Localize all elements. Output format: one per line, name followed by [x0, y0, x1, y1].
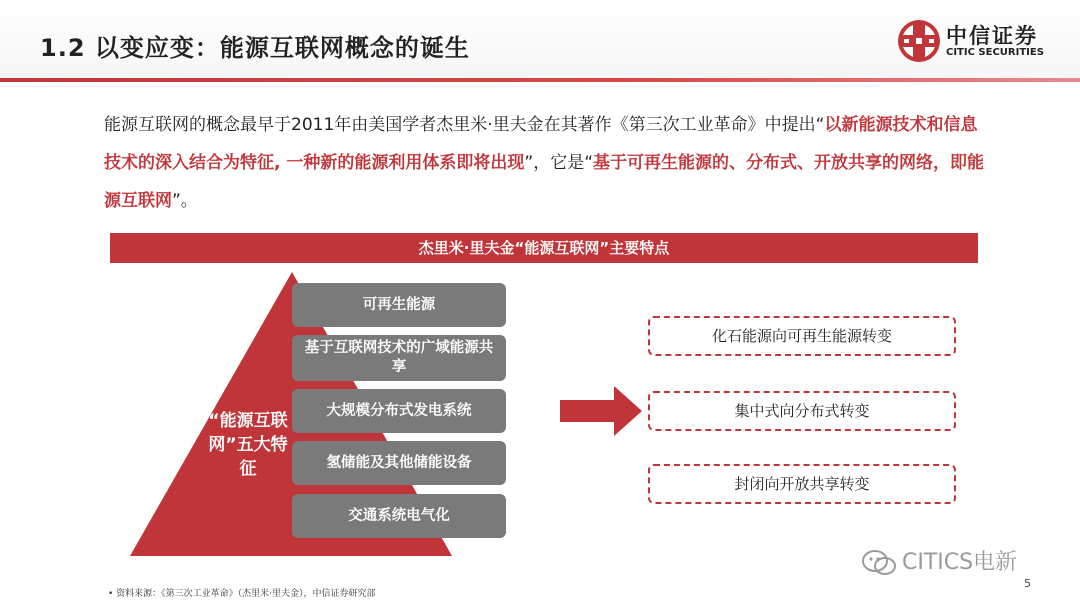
trend-box: 化石能源向可再生能源转变 — [648, 316, 956, 356]
feature-box: 氢储能及其他储能设备 — [292, 441, 506, 485]
wechat-icon — [862, 549, 896, 577]
trend-box: 封闭向开放共享转变 — [648, 464, 956, 504]
intro-text: ”，它是“ — [524, 153, 594, 173]
feature-box: 大规模分布式发电系统 — [292, 389, 506, 433]
intro-highlight-1: 以新能源技术和信息技术的深入结合为特征, 一种新的能源利用体系即将出现 — [104, 115, 978, 173]
feature-box: 可再生能源 — [292, 283, 506, 327]
feature-box: 基于互联网技术的广域能源共享 — [292, 335, 506, 381]
intro-highlight-2: 基于可再生能源的、分布式、开放共享的网络，即能源互联网 — [104, 153, 985, 211]
trend-box: 集中式向分布式转变 — [648, 391, 956, 431]
logo-english-name: CITIC SECURITIES — [946, 47, 1044, 58]
page-title: 1.2 以变应变：能源互联网概念的诞生 — [40, 34, 470, 62]
page-number: 5 — [1024, 577, 1031, 590]
source-note: • 资料来源：《第三次工业革命》（杰里米·里夫金），中信证券研究部 — [108, 589, 376, 599]
right-arrow-icon — [560, 386, 642, 436]
feature-box: 交通系统电气化 — [292, 494, 506, 538]
watermark-text: CITICS电新 — [902, 550, 1018, 575]
pyramid-label: “能源互联网”五大特征 — [208, 411, 288, 479]
section-banner: 杰里米·里夫金“能源互联网”主要特点 — [110, 233, 978, 263]
logo-chinese-name: 中信证券 — [946, 24, 1038, 48]
intro-text: ”。 — [172, 191, 198, 211]
intro-text: 能源互联网的概念最早于2011年由美国学者杰里米·里夫金在其著作《第三次工业革命》中提出“ — [104, 115, 825, 135]
watermark — [862, 545, 1017, 577]
